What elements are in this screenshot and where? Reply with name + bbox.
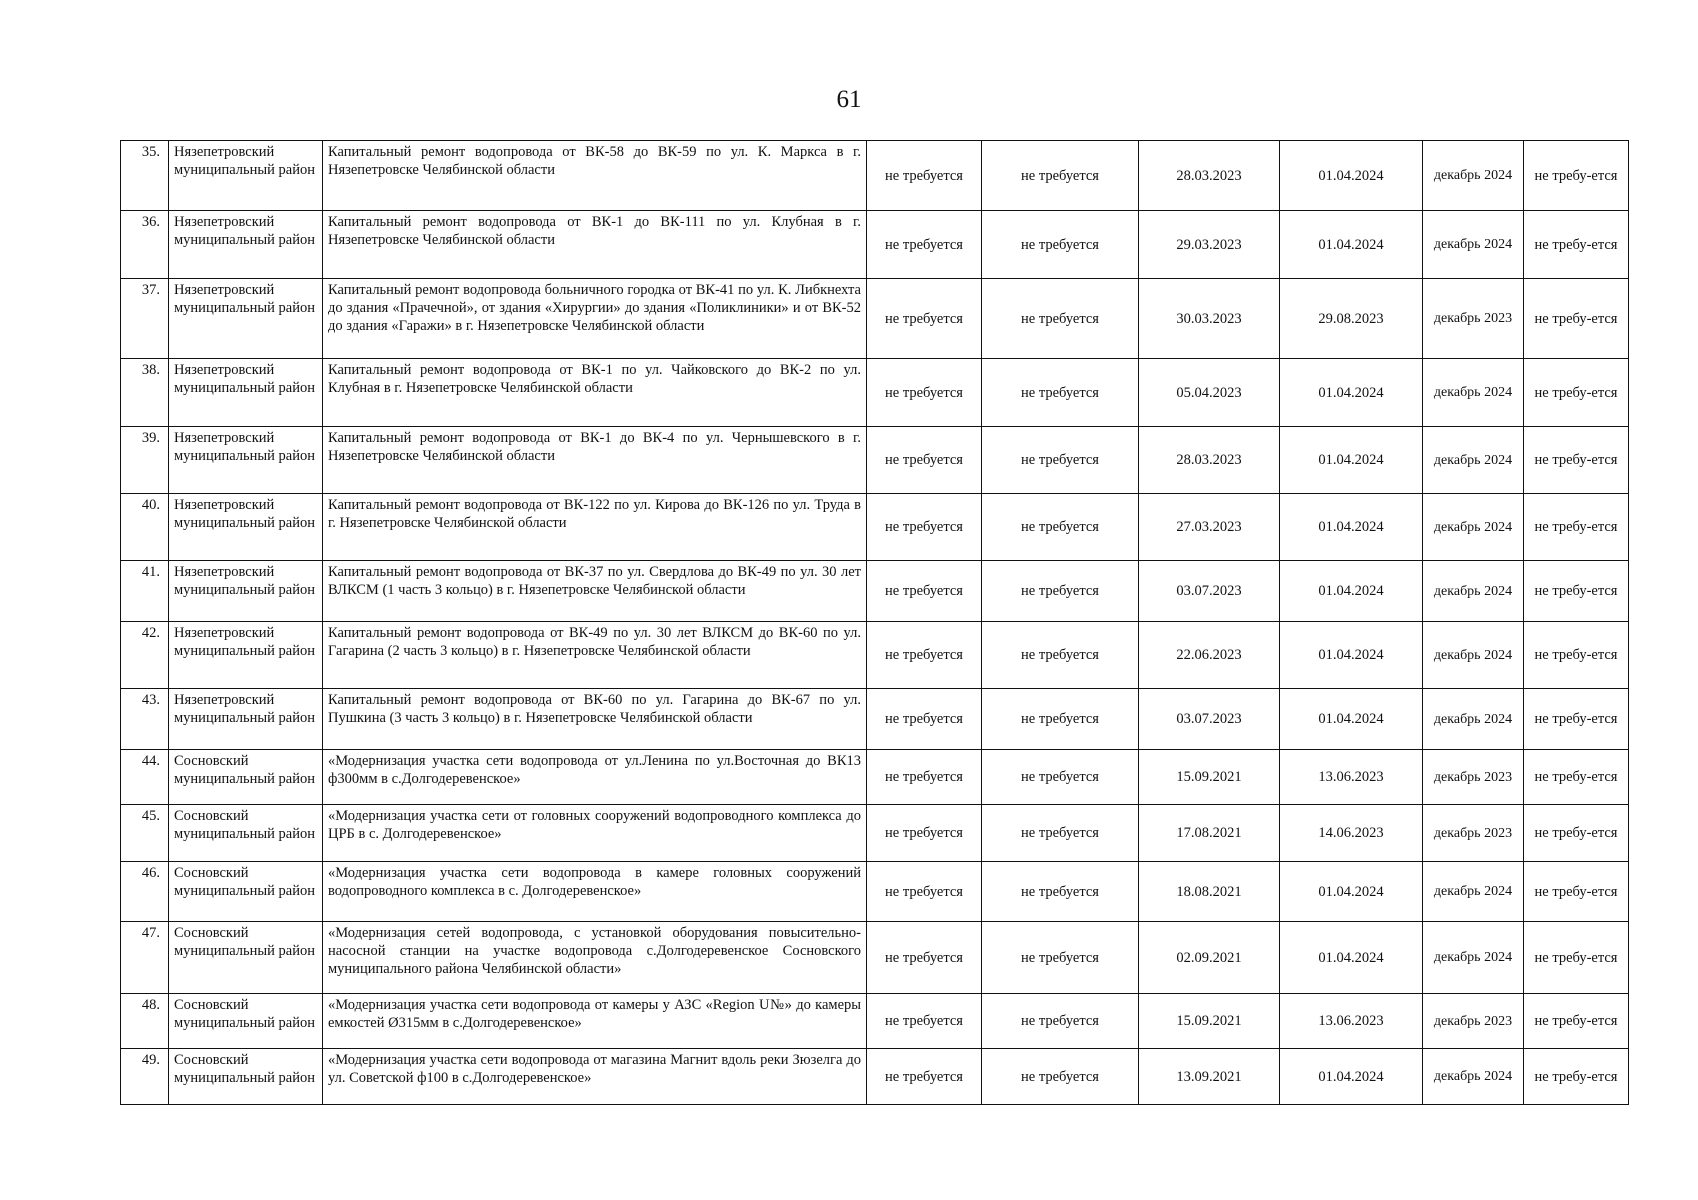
col9-cell: не требу-ется bbox=[1524, 427, 1629, 494]
district-cell: Нязепетровский муниципальный район bbox=[169, 561, 323, 622]
row-number: 35. bbox=[121, 141, 169, 211]
col5-cell: не требуется bbox=[982, 922, 1139, 994]
end-date-cell: 01.04.2024 bbox=[1280, 922, 1423, 994]
col5-cell: не требуется bbox=[982, 862, 1139, 922]
start-date-cell: 22.06.2023 bbox=[1139, 622, 1280, 689]
col5-cell: не требуется bbox=[982, 750, 1139, 805]
end-date-cell: 01.04.2024 bbox=[1280, 494, 1423, 561]
col5-cell: не требуется bbox=[982, 494, 1139, 561]
period-cell: декабрь 2023 bbox=[1423, 805, 1524, 862]
description-cell: Капитальный ремонт водопровода от ВК-1 по ул. Чайковского до ВК-2 по ул. Клубная в г. Нязепетровске Челябинской области bbox=[323, 359, 867, 427]
table-row bbox=[121, 622, 1629, 689]
col4-cell: не требуется bbox=[867, 561, 982, 622]
district-cell: Нязепетровский муниципальный район bbox=[169, 359, 323, 427]
end-date-cell: 01.04.2024 bbox=[1280, 141, 1423, 211]
col5-cell: не требуется bbox=[982, 211, 1139, 279]
period-cell: декабрь 2024 bbox=[1423, 561, 1524, 622]
row-number: 37. bbox=[121, 279, 169, 359]
table-row bbox=[121, 141, 1629, 211]
description-cell: Капитальный ремонт водопровода от ВК-49 по ул. 30 лет ВЛКСМ до ВК-60 по ул. Гагарина (2 часть 3 кольцо) в г. Нязепетровске Челябинской области bbox=[323, 622, 867, 689]
col9-cell: не требу-ется bbox=[1524, 359, 1629, 427]
col4-cell: не требуется bbox=[867, 279, 982, 359]
description-cell: «Модернизация участка сети водопровода от магазина Магнит вдоль реки Зюзелга до ул. Советской ф100 в с.Долгодеревенское» bbox=[323, 1049, 867, 1105]
col4-cell: не требуется bbox=[867, 494, 982, 561]
table-row bbox=[121, 427, 1629, 494]
period-cell: декабрь 2024 bbox=[1423, 359, 1524, 427]
period-cell: декабрь 2023 bbox=[1423, 750, 1524, 805]
description-cell: Капитальный ремонт водопровода от ВК-1 до ВК-4 по ул. Чернышевского в г. Нязепетровске Челябинской области bbox=[323, 427, 867, 494]
start-date-cell: 05.04.2023 bbox=[1139, 359, 1280, 427]
description-cell: Капитальный ремонт водопровода от ВК-37 по ул. Свердлова до ВК-49 по ул. 30 лет ВЛКСМ (1 часть 3 кольцо) в г. Нязепетровске Челябинской области bbox=[323, 561, 867, 622]
row-number: 41. bbox=[121, 561, 169, 622]
period-cell: декабрь 2024 bbox=[1423, 494, 1524, 561]
col9-cell: не требу-ется bbox=[1524, 689, 1629, 750]
row-number: 46. bbox=[121, 862, 169, 922]
table-row bbox=[121, 1049, 1629, 1105]
col4-cell: не требуется bbox=[867, 922, 982, 994]
row-number: 38. bbox=[121, 359, 169, 427]
start-date-cell: 15.09.2021 bbox=[1139, 994, 1280, 1049]
district-cell: Нязепетровский муниципальный район bbox=[169, 211, 323, 279]
col9-cell: не требу-ется bbox=[1524, 1049, 1629, 1105]
col5-cell: не требуется bbox=[982, 279, 1139, 359]
col4-cell: не требуется bbox=[867, 211, 982, 279]
col5-cell: не требуется bbox=[982, 994, 1139, 1049]
col5-cell: не требуется bbox=[982, 427, 1139, 494]
row-number: 36. bbox=[121, 211, 169, 279]
period-cell: декабрь 2024 bbox=[1423, 862, 1524, 922]
col4-cell: не требуется bbox=[867, 750, 982, 805]
table-row bbox=[121, 805, 1629, 862]
col4-cell: не требуется bbox=[867, 622, 982, 689]
start-date-cell: 02.09.2021 bbox=[1139, 922, 1280, 994]
end-date-cell: 13.06.2023 bbox=[1280, 994, 1423, 1049]
start-date-cell: 03.07.2023 bbox=[1139, 561, 1280, 622]
col9-cell: не требу-ется bbox=[1524, 750, 1629, 805]
col9-cell: не требу-ется bbox=[1524, 494, 1629, 561]
col4-cell: не требуется bbox=[867, 689, 982, 750]
end-date-cell: 01.04.2024 bbox=[1280, 211, 1423, 279]
start-date-cell: 29.03.2023 bbox=[1139, 211, 1280, 279]
row-number: 39. bbox=[121, 427, 169, 494]
col4-cell: не требуется bbox=[867, 994, 982, 1049]
district-cell: Сосновский муниципальный район bbox=[169, 1049, 323, 1105]
start-date-cell: 27.03.2023 bbox=[1139, 494, 1280, 561]
description-cell: Капитальный ремонт водопровода от ВК-60 по ул. Гагарина до ВК-67 по ул. Пушкина (3 часть 3 кольцо) в г. Нязепетровске Челябинской области bbox=[323, 689, 867, 750]
description-cell: «Модернизация участка сети водопровода в камере головных сооружений водопроводного комплекса в с. Долгодеревенское» bbox=[323, 862, 867, 922]
col5-cell: не требуется bbox=[982, 561, 1139, 622]
description-cell: Капитальный ремонт водопровода от ВК-58 до ВК-59 по ул. К. Маркса в г. Нязепетровске Челябинской области bbox=[323, 141, 867, 211]
col9-cell: не требу-ется bbox=[1524, 561, 1629, 622]
district-cell: Сосновский муниципальный район bbox=[169, 750, 323, 805]
col4-cell: не требуется bbox=[867, 862, 982, 922]
period-cell: декабрь 2024 bbox=[1423, 689, 1524, 750]
col9-cell: не требу-ется bbox=[1524, 805, 1629, 862]
col9-cell: не требу-ется bbox=[1524, 622, 1629, 689]
table-row bbox=[121, 689, 1629, 750]
description-cell: Капитальный ремонт водопровода от ВК-1 до ВК-111 по ул. Клубная в г. Нязепетровске Челябинской области bbox=[323, 211, 867, 279]
projects-table bbox=[120, 140, 1629, 1105]
col4-cell: не требуется bbox=[867, 141, 982, 211]
start-date-cell: 17.08.2021 bbox=[1139, 805, 1280, 862]
col9-cell: не требу-ется bbox=[1524, 862, 1629, 922]
description-cell: Капитальный ремонт водопровода от ВК-122 по ул. Кирова до ВК-126 по ул. Труда в г. Нязепетровске Челябинской области bbox=[323, 494, 867, 561]
end-date-cell: 01.04.2024 bbox=[1280, 689, 1423, 750]
col5-cell: не требуется bbox=[982, 689, 1139, 750]
district-cell: Сосновский муниципальный район bbox=[169, 994, 323, 1049]
start-date-cell: 28.03.2023 bbox=[1139, 427, 1280, 494]
description-cell: «Модернизация участка сети от головных сооружений водопроводного комплекса до ЦРБ в с. Долгодеревенское» bbox=[323, 805, 867, 862]
start-date-cell: 15.09.2021 bbox=[1139, 750, 1280, 805]
col5-cell: не требуется bbox=[982, 359, 1139, 427]
page-number: 61 bbox=[836, 86, 862, 113]
end-date-cell: 01.04.2024 bbox=[1280, 561, 1423, 622]
description-cell: «Модернизация участка сети водопровода от камеры у АЗС «Region U№» до камеры емкостей Ø315мм в с.Долгодеревенское» bbox=[323, 994, 867, 1049]
table-body bbox=[121, 141, 1629, 1105]
end-date-cell: 29.08.2023 bbox=[1280, 279, 1423, 359]
period-cell: декабрь 2023 bbox=[1423, 994, 1524, 1049]
row-number: 44. bbox=[121, 750, 169, 805]
col4-cell: не требуется bbox=[867, 359, 982, 427]
table-row bbox=[121, 494, 1629, 561]
table-row bbox=[121, 862, 1629, 922]
end-date-cell: 01.04.2024 bbox=[1280, 1049, 1423, 1105]
period-cell: декабрь 2024 bbox=[1423, 141, 1524, 211]
district-cell: Нязепетровский муниципальный район bbox=[169, 689, 323, 750]
description-cell: «Модернизация участка сети водопровода от ул.Ленина по ул.Восточная до ВК13 ф300мм в с.Долгодеревенское» bbox=[323, 750, 867, 805]
col5-cell: не требуется bbox=[982, 1049, 1139, 1105]
start-date-cell: 13.09.2021 bbox=[1139, 1049, 1280, 1105]
table-row bbox=[121, 279, 1629, 359]
end-date-cell: 13.06.2023 bbox=[1280, 750, 1423, 805]
row-number: 40. bbox=[121, 494, 169, 561]
row-number: 49. bbox=[121, 1049, 169, 1105]
row-number: 45. bbox=[121, 805, 169, 862]
period-cell: декабрь 2023 bbox=[1423, 279, 1524, 359]
district-cell: Нязепетровский муниципальный район bbox=[169, 427, 323, 494]
district-cell: Сосновский муниципальный район bbox=[169, 922, 323, 994]
row-number: 48. bbox=[121, 994, 169, 1049]
start-date-cell: 28.03.2023 bbox=[1139, 141, 1280, 211]
period-cell: декабрь 2024 bbox=[1423, 427, 1524, 494]
col4-cell: не требуется bbox=[867, 805, 982, 862]
end-date-cell: 01.04.2024 bbox=[1280, 427, 1423, 494]
col9-cell: не требу-ется bbox=[1524, 922, 1629, 994]
period-cell: декабрь 2024 bbox=[1423, 922, 1524, 994]
col9-cell: не требу-ется bbox=[1524, 141, 1629, 211]
table-row bbox=[121, 211, 1629, 279]
period-cell: декабрь 2024 bbox=[1423, 622, 1524, 689]
row-number: 47. bbox=[121, 922, 169, 994]
col5-cell: не требуется bbox=[982, 622, 1139, 689]
col9-cell: не требу-ется bbox=[1524, 211, 1629, 279]
end-date-cell: 01.04.2024 bbox=[1280, 622, 1423, 689]
start-date-cell: 03.07.2023 bbox=[1139, 689, 1280, 750]
start-date-cell: 30.03.2023 bbox=[1139, 279, 1280, 359]
table-row bbox=[121, 994, 1629, 1049]
row-number: 43. bbox=[121, 689, 169, 750]
district-cell: Нязепетровский муниципальный район bbox=[169, 279, 323, 359]
table-row bbox=[121, 922, 1629, 994]
district-cell: Сосновский муниципальный район bbox=[169, 805, 323, 862]
table-row bbox=[121, 561, 1629, 622]
description-cell: «Модернизация сетей водопровода, с установкой оборудования повысительно-насосной станции на участке водопровода с.Долгодеревенское Сосновского муниципального района Челябинской области» bbox=[323, 922, 867, 994]
row-number: 42. bbox=[121, 622, 169, 689]
col9-cell: не требу-ется bbox=[1524, 994, 1629, 1049]
col4-cell: не требуется bbox=[867, 1049, 982, 1105]
col9-cell: не требу-ется bbox=[1524, 279, 1629, 359]
period-cell: декабрь 2024 bbox=[1423, 211, 1524, 279]
end-date-cell: 01.04.2024 bbox=[1280, 862, 1423, 922]
col5-cell: не требуется bbox=[982, 805, 1139, 862]
district-cell: Сосновский муниципальный район bbox=[169, 862, 323, 922]
end-date-cell: 01.04.2024 bbox=[1280, 359, 1423, 427]
table-row bbox=[121, 750, 1629, 805]
district-cell: Нязепетровский муниципальный район bbox=[169, 622, 323, 689]
col5-cell: не требуется bbox=[982, 141, 1139, 211]
description-cell: Капитальный ремонт водопровода больничного городка от ВК-41 по ул. К. Либкнехта до здания «Прачечной», от здания «Хирургии» до здания «Поликлиники» и от ВК-52 до здания «Гаражи» в г. Нязепетровске Челябинской области bbox=[323, 279, 867, 359]
col4-cell: не требуется bbox=[867, 427, 982, 494]
period-cell: декабрь 2024 bbox=[1423, 1049, 1524, 1105]
end-date-cell: 14.06.2023 bbox=[1280, 805, 1423, 862]
district-cell: Нязепетровский муниципальный район bbox=[169, 141, 323, 211]
district-cell: Нязепетровский муниципальный район bbox=[169, 494, 323, 561]
start-date-cell: 18.08.2021 bbox=[1139, 862, 1280, 922]
table-row bbox=[121, 359, 1629, 427]
